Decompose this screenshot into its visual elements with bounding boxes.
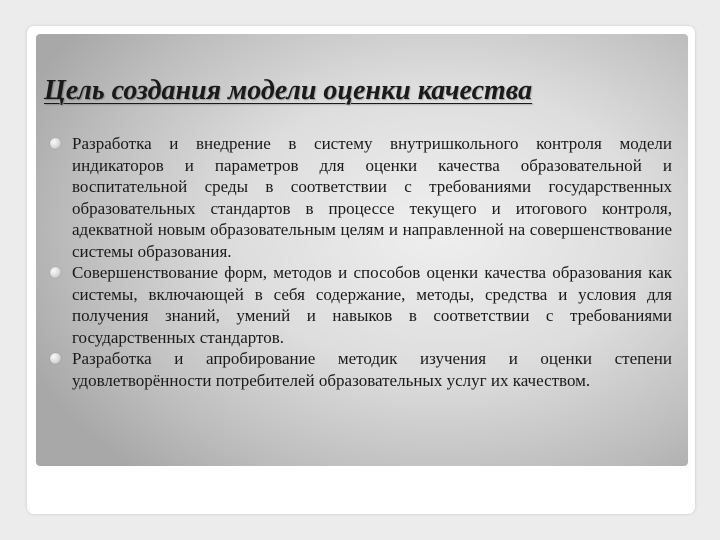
bullet-dot-icon bbox=[50, 138, 61, 149]
slide-title: Цель создания модели оценки качества bbox=[44, 75, 533, 106]
bullet-dot-icon bbox=[50, 267, 61, 278]
bullet-dot-icon bbox=[50, 353, 61, 364]
bullet-item bbox=[46, 348, 672, 391]
bullet-list bbox=[46, 133, 672, 391]
bullet-item bbox=[46, 262, 672, 348]
bullet-text: Совершенствование форм, методов и способов оценки качества образования как системы, включающей в себя содержание, методы, средства и условия для получения знаний, умений и навыков в соответствии с требованиями государственных стандартов. bbox=[72, 263, 672, 347]
bullet-text: Разработка и внедрение в систему внутришкольного контроля модели индикаторов и параметров для оценки качества образовательной и воспитательной среды в соответствии с требованиями государственных образовательных стандартов в процессе текущего и итогового контроля, адекватной новым образовательным целям и направленной на совершенствование системы образования. bbox=[72, 134, 672, 261]
bullet-text: Разработка и апробирование методик изучения и оценки степени удовлетворённости потребителей образовательных услуг их качеством. bbox=[72, 349, 672, 390]
bullet-item bbox=[46, 133, 672, 262]
